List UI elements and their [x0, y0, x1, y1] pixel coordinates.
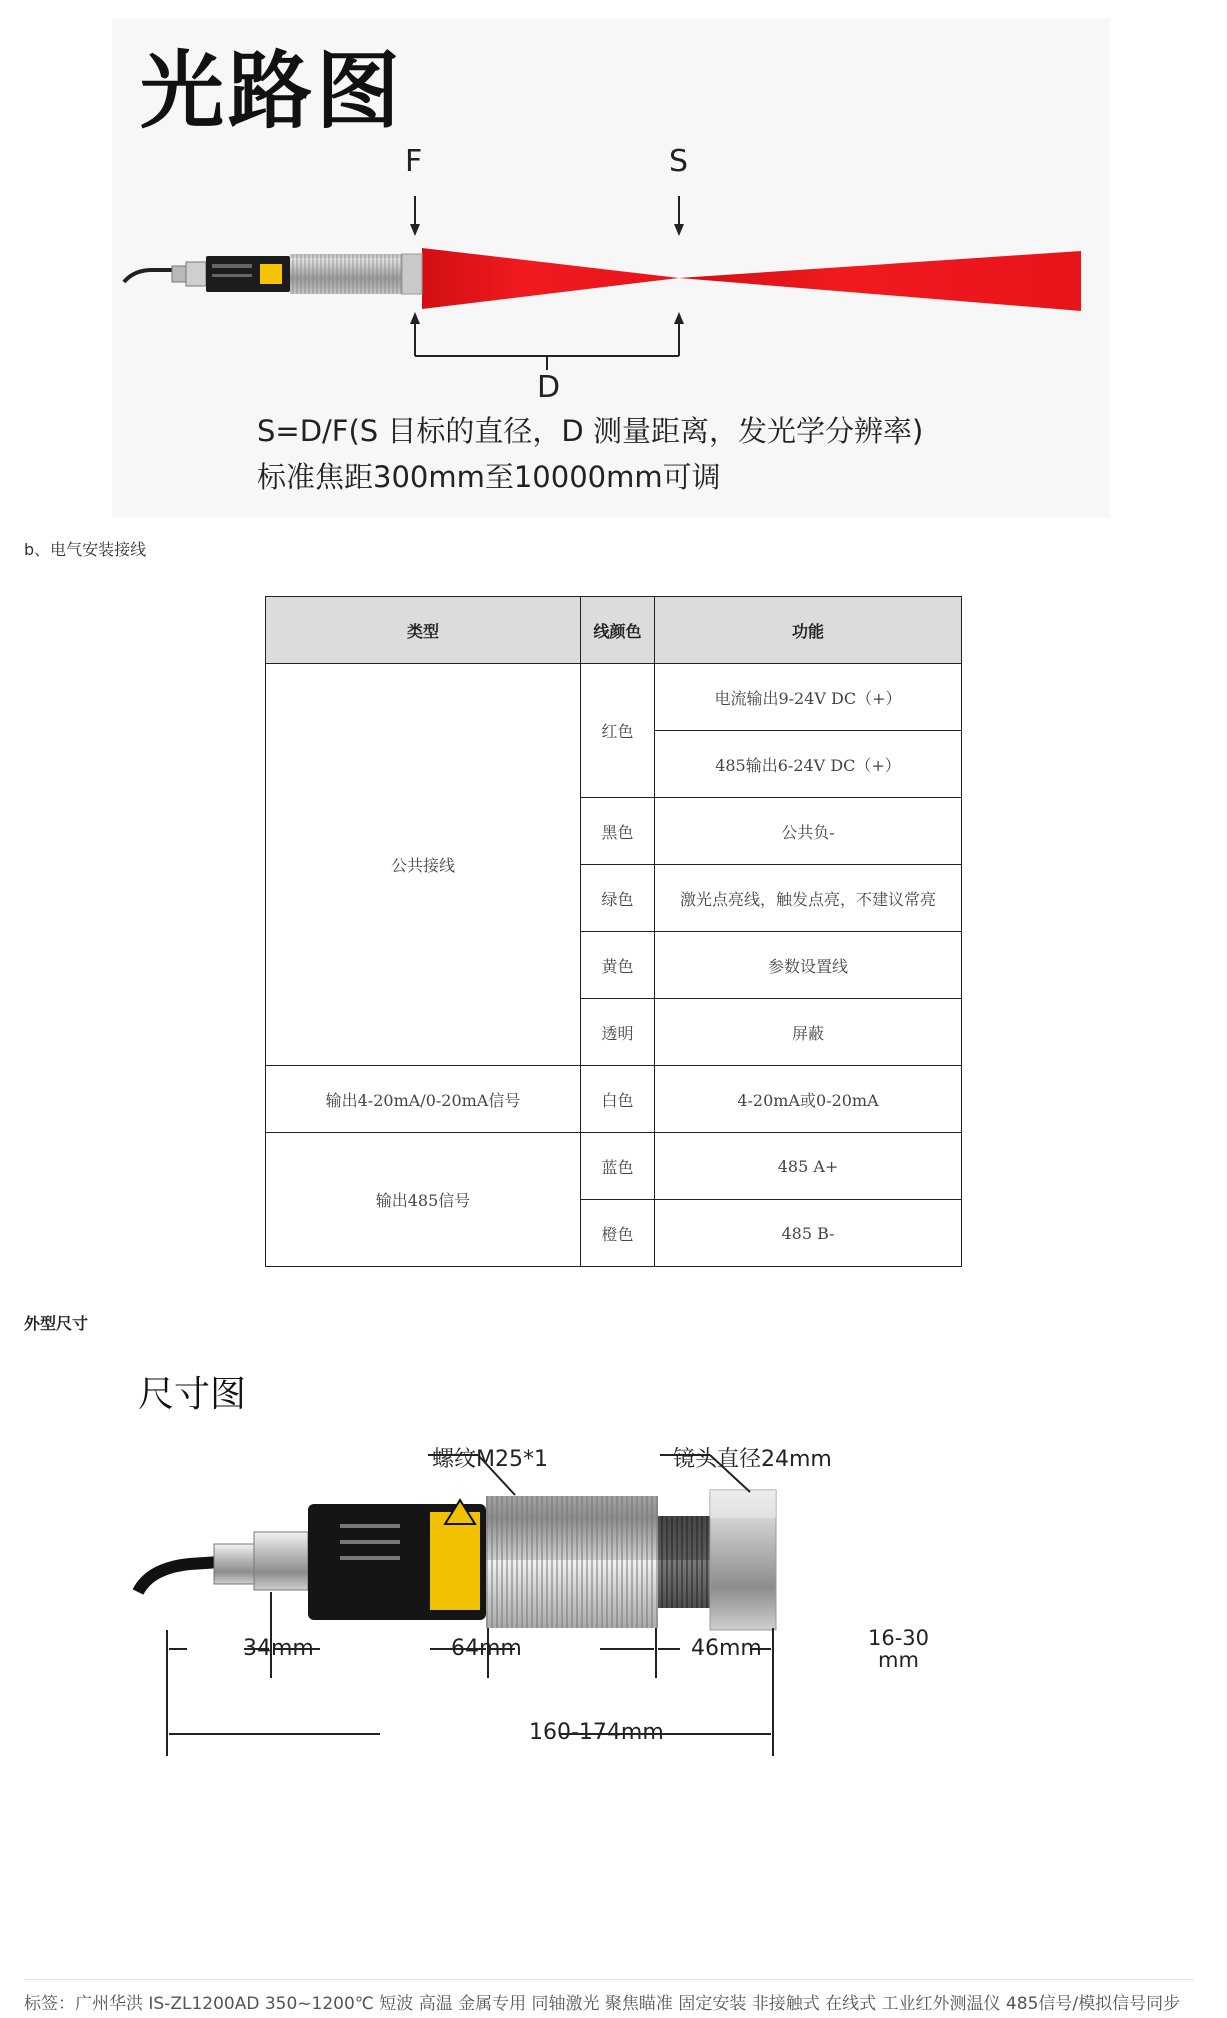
function-485-output-power: 485输出6-24V DC（+）: [655, 731, 962, 798]
function-shield: 屏蔽: [655, 999, 962, 1066]
wire-white: 白色: [581, 1066, 655, 1133]
header-wire-color: 线颜色: [581, 597, 655, 664]
function-analog-signal: 4-20mA或0-20mA: [655, 1066, 962, 1133]
focal-range-note: 标准焦距300mm至10000mm可调: [257, 460, 721, 494]
function-laser-trigger: 激光点亮线，触发点亮，不建议常亮: [655, 865, 962, 932]
focus-label-f: F: [405, 144, 423, 179]
table-row: [266, 1066, 962, 1133]
footer-divider: [24, 1979, 1194, 1980]
dimension-segment-2: 64mm: [451, 1636, 522, 1661]
dimension-segment-3: 46mm: [691, 1636, 762, 1661]
table-header-row: [266, 597, 962, 664]
wire-green: 绿色: [581, 865, 655, 932]
footer-tags: 标签：广州华洪 IS-ZL1200AD 350~1200℃ 短波 高温 金属专用 同轴激光 聚焦瞄准 固定安装 非接触式 在线式 工业红外测温仪 485信号/模拟信号同步: [24, 1994, 1181, 2014]
wiring-section-heading: b、电气安装接线: [24, 540, 147, 559]
wire-black: 黑色: [581, 798, 655, 865]
header-type: 类型: [266, 597, 581, 664]
function-485-b-minus: 485 B-: [655, 1200, 962, 1267]
type-485-output: 输出485信号: [266, 1133, 581, 1267]
thread-callout: 螺纹M25*1: [432, 1447, 548, 1472]
table-row: [266, 664, 962, 731]
wire-yellow: 黄色: [581, 932, 655, 999]
header-function: 功能: [655, 597, 962, 664]
type-common-wiring: 公共接线: [266, 664, 581, 1066]
wire-blue: 蓝色: [581, 1133, 655, 1200]
dimensions-section-heading: 外型尺寸: [24, 1314, 89, 1333]
wiring-table: [265, 596, 962, 1267]
wire-orange: 橙色: [581, 1200, 655, 1267]
function-parameter-setting: 参数设置线: [655, 932, 962, 999]
laser-beam-divergent: [679, 251, 1081, 311]
function-current-output-power: 电流输出9-24V DC（+）: [655, 664, 962, 731]
optical-path-figure: [112, 18, 1110, 518]
dimension-segment-4-bottom: mm: [878, 1648, 919, 1672]
table-row: [266, 1133, 962, 1200]
laser-beam: [422, 248, 679, 309]
sensor-side-image: [138, 1490, 776, 1630]
spot-label-s: S: [669, 144, 689, 179]
sensor-image: [124, 254, 422, 294]
distance-label-d: D: [537, 370, 561, 405]
lens-diameter-callout: 镜头直径24mm: [673, 1447, 832, 1472]
optical-path-title: 光路图: [140, 42, 405, 140]
dimension-total-length: 160-174mm: [529, 1720, 664, 1745]
function-485-a-plus: 485 A+: [655, 1133, 962, 1200]
dimension-segment-4-top: 16-30: [868, 1626, 930, 1650]
wire-red: 红色: [581, 664, 655, 798]
dimension-segment-1: 34mm: [243, 1636, 314, 1661]
type-analog-output: 输出4-20mA/0-20mA信号: [266, 1066, 581, 1133]
wire-clear: 透明: [581, 999, 655, 1066]
optical-formula: S=D/F(S 目标的直径，D 测量距离，发光学分辨率): [257, 414, 924, 448]
dimension-figure-title: 尺寸图: [138, 1374, 247, 1415]
function-common-negative: 公共负-: [655, 798, 962, 865]
